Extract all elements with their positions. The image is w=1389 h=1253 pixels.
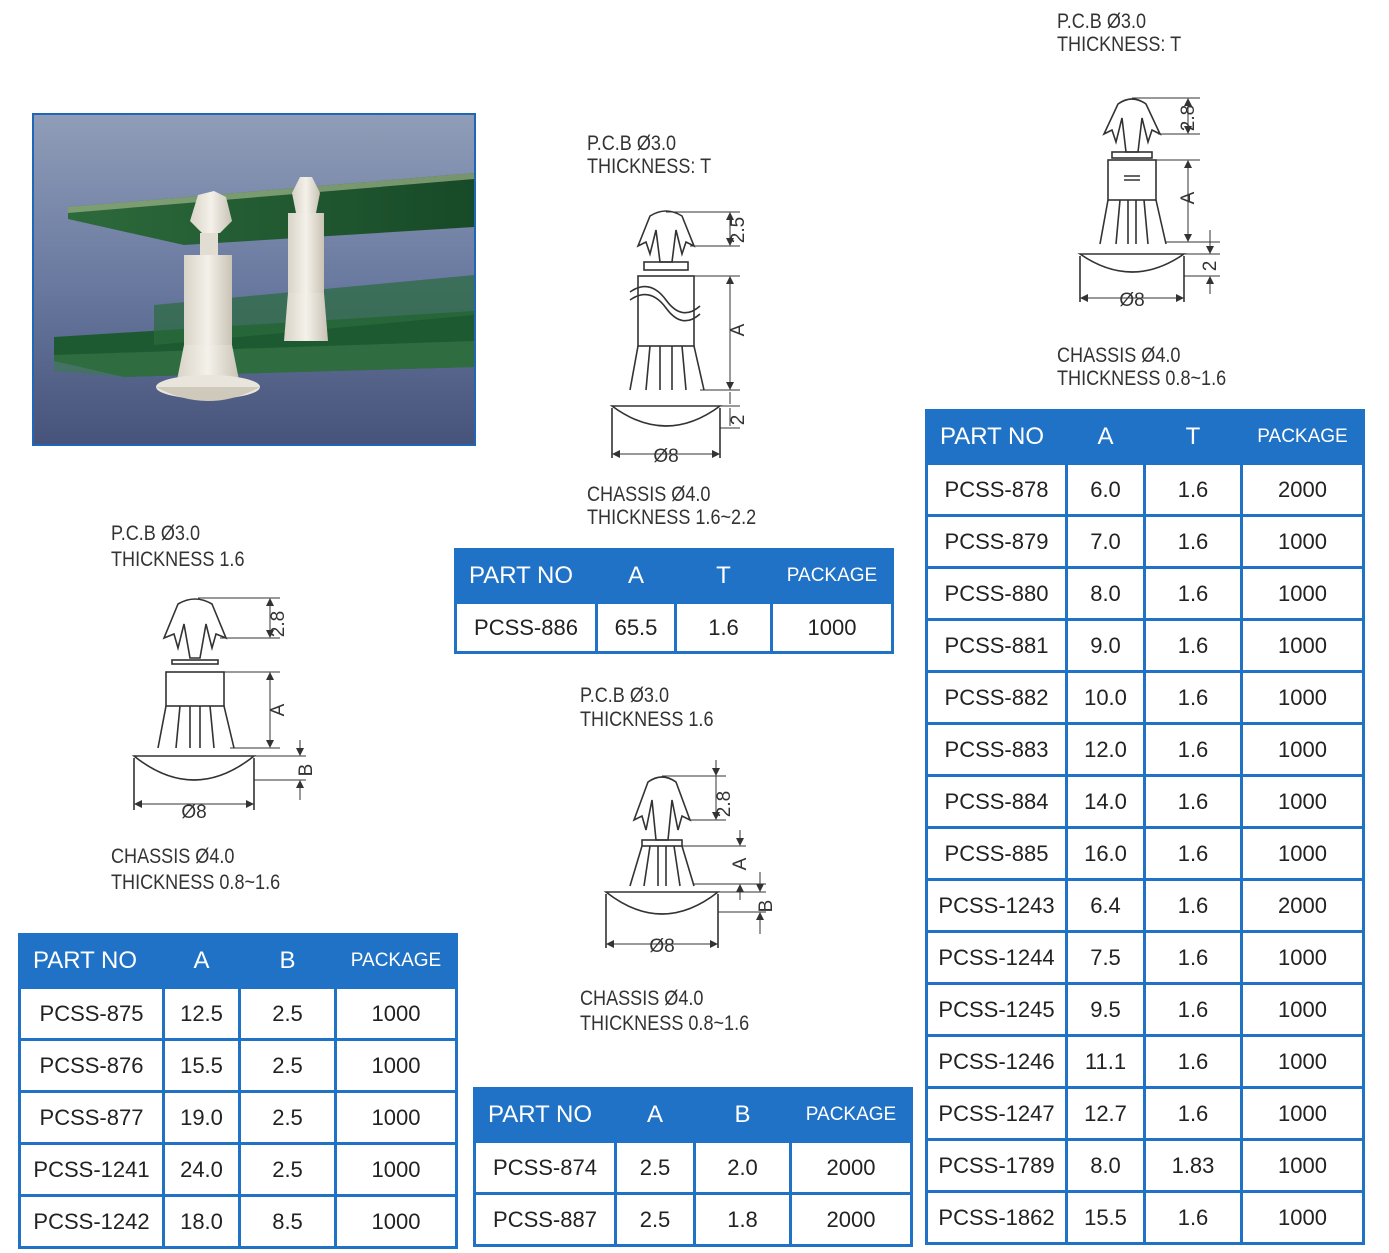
cell-a: 15.5: [1067, 1192, 1145, 1244]
diagram-d-dim-a: A: [1178, 191, 1199, 205]
header-b: B: [695, 1089, 791, 1142]
header-a: A: [616, 1089, 695, 1142]
cell-a: 7.5: [1067, 932, 1145, 984]
cell-package: 1000: [336, 1196, 457, 1248]
diagram-d-drawing: [1070, 90, 1240, 315]
cell-a: 9.5: [1067, 984, 1145, 1036]
diagram-a-pcb-label: P.C.B Ø3.0: [111, 522, 201, 545]
cell-package: 1000: [1242, 620, 1364, 672]
header-a: A: [164, 935, 240, 988]
cell-package: 1000: [1242, 1192, 1364, 1244]
cell-package: 1000: [336, 1040, 457, 1092]
cell-t: 1.6: [1145, 568, 1242, 620]
diagram-d-dim-dia: Ø8: [1119, 290, 1145, 311]
header-package: PACKAGE: [772, 550, 893, 603]
cell-package: 2000: [791, 1142, 912, 1194]
table-row: [927, 932, 1364, 984]
diagram-a-dim-a: A: [268, 703, 289, 717]
table-header-row: [927, 411, 1364, 464]
cell-t: 1.6: [1145, 880, 1242, 932]
cell-part-no: PCSS-885: [927, 828, 1067, 880]
header-a: A: [597, 550, 676, 603]
cell-package: 1000: [1242, 932, 1364, 984]
spec-table-d: [925, 409, 1365, 1245]
table-row: [927, 568, 1364, 620]
cell-part-no: PCSS-1247: [927, 1088, 1067, 1140]
diagram-b-chassis-thickness: THICKNESS 1.6~2.2: [587, 506, 757, 529]
header-package: PACKAGE: [1242, 411, 1364, 464]
cell-package: 1000: [336, 1144, 457, 1196]
table-row: [927, 1140, 1364, 1192]
cell-a: 8.0: [1067, 1140, 1145, 1192]
cell-t: 1.6: [1145, 1036, 1242, 1088]
diagram-d-chassis-label: CHASSIS Ø4.0: [1057, 344, 1181, 367]
cell-t: 1.6: [1145, 724, 1242, 776]
table-row: [475, 1142, 912, 1194]
cell-b: 1.8: [695, 1194, 791, 1246]
table-row: [927, 620, 1364, 672]
cell-part-no: PCSS-879: [927, 516, 1067, 568]
cell-part-no: PCSS-880: [927, 568, 1067, 620]
header-part-no: PART NO: [475, 1089, 616, 1142]
product-photo: [32, 113, 476, 446]
diagram-d-pcb-thickness: THICKNESS: T: [1057, 33, 1182, 56]
table-row: [20, 1092, 457, 1144]
cell-part-no: PCSS-882: [927, 672, 1067, 724]
diagram-b-dim-b: 2: [728, 414, 749, 426]
diagram-b-pcb-thickness: THICKNESS: T: [587, 155, 712, 178]
cell-a: 16.0: [1067, 828, 1145, 880]
diagram-a-chassis-label: CHASSIS Ø4.0: [111, 845, 235, 868]
cell-b: 2.5: [240, 1144, 336, 1196]
cell-package: 2000: [791, 1194, 912, 1246]
cell-t: 1.6: [1145, 984, 1242, 1036]
cell-a: 11.1: [1067, 1036, 1145, 1088]
cell-a: 12.5: [164, 988, 240, 1040]
table-row: [927, 1192, 1364, 1244]
diagram-b-chassis-label: CHASSIS Ø4.0: [587, 483, 711, 506]
table-row: [20, 1196, 457, 1248]
cell-t: 1.6: [676, 603, 772, 653]
spec-table-b: [454, 548, 894, 654]
table-row: [927, 828, 1364, 880]
cell-package: 1000: [1242, 724, 1364, 776]
diagram-a-dim-b: B: [296, 763, 317, 777]
cell-b: 2.5: [240, 988, 336, 1040]
table-row: [927, 1036, 1364, 1088]
cell-a: 12.7: [1067, 1088, 1145, 1140]
cell-t: 1.6: [1145, 672, 1242, 724]
cell-part-no: PCSS-1245: [927, 984, 1067, 1036]
header-b: B: [240, 935, 336, 988]
cell-a: 19.0: [164, 1092, 240, 1144]
cell-package: 1000: [1242, 672, 1364, 724]
diagram-c-pcb-thickness: THICKNESS 1.6: [580, 708, 714, 731]
diagram-a-dim-dia: Ø8: [181, 802, 207, 823]
table-row: [20, 988, 457, 1040]
photo-illustration: [34, 115, 474, 444]
cell-b: 2.5: [240, 1092, 336, 1144]
cell-package: 1000: [1242, 984, 1364, 1036]
diagram-d-chassis-thickness: THICKNESS 0.8~1.6: [1057, 367, 1227, 390]
cell-a: 6.0: [1067, 464, 1145, 516]
cell-a: 2.5: [616, 1194, 695, 1246]
cell-a: 2.5: [616, 1142, 695, 1194]
diagram-c-dim-dia: Ø8: [649, 936, 675, 957]
cell-part-no: PCSS-1244: [927, 932, 1067, 984]
diagram-b-drawing: [600, 200, 770, 470]
cell-t: 1.6: [1145, 1192, 1242, 1244]
cell-t: 1.6: [1145, 620, 1242, 672]
diagram-b-dim-dia: Ø8: [653, 446, 679, 467]
cell-t: 1.6: [1145, 828, 1242, 880]
diagram-c-dim-a: A: [730, 857, 751, 871]
cell-part-no: PCSS-886: [456, 603, 597, 653]
table-row: [456, 603, 893, 653]
cell-a: 18.0: [164, 1196, 240, 1248]
cell-t: 1.6: [1145, 1088, 1242, 1140]
cell-a: 15.5: [164, 1040, 240, 1092]
table-row: [927, 984, 1364, 1036]
diagram-a-dim-top: 2.8: [268, 610, 289, 638]
cell-t: 1.83: [1145, 1140, 1242, 1192]
cell-b: 2.0: [695, 1142, 791, 1194]
table-row: [927, 516, 1364, 568]
cell-a: 6.4: [1067, 880, 1145, 932]
cell-a: 12.0: [1067, 724, 1145, 776]
table-row: [927, 1088, 1364, 1140]
cell-t: 1.6: [1145, 776, 1242, 828]
cell-t: 1.6: [1145, 464, 1242, 516]
header-part-no: PART NO: [456, 550, 597, 603]
cell-b: 2.5: [240, 1040, 336, 1092]
diagram-c-chassis-thickness: THICKNESS 0.8~1.6: [580, 1012, 750, 1035]
diagram-c-dim-top: 2.8: [714, 790, 735, 818]
cell-a: 9.0: [1067, 620, 1145, 672]
diagram-d-pcb-label: P.C.B Ø3.0: [1057, 10, 1147, 33]
cell-a: 24.0: [164, 1144, 240, 1196]
cell-part-no: PCSS-1241: [20, 1144, 164, 1196]
diagram-a-chassis-thickness: THICKNESS 0.8~1.6: [111, 871, 281, 894]
cell-t: 1.6: [1145, 932, 1242, 984]
table-header-row: [456, 550, 893, 603]
table-row: [927, 880, 1364, 932]
cell-part-no: PCSS-876: [20, 1040, 164, 1092]
table-header-row: [475, 1089, 912, 1142]
cell-a: 14.0: [1067, 776, 1145, 828]
cell-a: 65.5: [597, 603, 676, 653]
header-part-no: PART NO: [20, 935, 164, 988]
cell-part-no: PCSS-887: [475, 1194, 616, 1246]
header-package: PACKAGE: [791, 1089, 912, 1142]
spec-table-c: [473, 1087, 913, 1247]
header-package: PACKAGE: [336, 935, 457, 988]
diagram-d-dim-top: 2.8: [1178, 104, 1199, 132]
cell-a: 7.0: [1067, 516, 1145, 568]
cell-part-no: PCSS-1242: [20, 1196, 164, 1248]
cell-package: 1000: [336, 1092, 457, 1144]
diagram-b-dim-a: A: [728, 323, 749, 337]
cell-part-no: PCSS-1789: [927, 1140, 1067, 1192]
diagram-a-pcb-thickness: THICKNESS 1.6: [111, 548, 245, 571]
diagram-d-dim-b: 2: [1200, 260, 1221, 272]
cell-part-no: PCSS-877: [20, 1092, 164, 1144]
cell-b: 8.5: [240, 1196, 336, 1248]
cell-part-no: PCSS-884: [927, 776, 1067, 828]
cell-package: 2000: [1242, 880, 1364, 932]
header-t: T: [676, 550, 772, 603]
diagram-b-pcb-label: P.C.B Ø3.0: [587, 132, 677, 155]
cell-part-no: PCSS-878: [927, 464, 1067, 516]
cell-package: 1000: [1242, 1088, 1364, 1140]
table-row: [20, 1040, 457, 1092]
cell-package: 2000: [1242, 464, 1364, 516]
diagram-c-dim-b: B: [756, 899, 777, 913]
header-part-no: PART NO: [927, 411, 1067, 464]
diagram-c-chassis-label: CHASSIS Ø4.0: [580, 987, 704, 1010]
table-row: [927, 724, 1364, 776]
cell-package: 1000: [336, 988, 457, 1040]
cell-package: 1000: [1242, 1036, 1364, 1088]
table-row: [20, 1144, 457, 1196]
cell-package: 1000: [1242, 828, 1364, 880]
cell-a: 8.0: [1067, 568, 1145, 620]
cell-part-no: PCSS-1246: [927, 1036, 1067, 1088]
table-row: [927, 672, 1364, 724]
cell-t: 1.6: [1145, 516, 1242, 568]
table-header-row: [20, 935, 457, 988]
cell-package: 1000: [1242, 568, 1364, 620]
cell-part-no: PCSS-1862: [927, 1192, 1067, 1244]
diagram-c-pcb-label: P.C.B Ø3.0: [580, 684, 670, 707]
diagram-c-drawing: [596, 760, 786, 960]
table-row: [927, 776, 1364, 828]
cell-part-no: PCSS-875: [20, 988, 164, 1040]
cell-package: 1000: [1242, 776, 1364, 828]
cell-package: 1000: [1242, 516, 1364, 568]
header-a: A: [1067, 411, 1145, 464]
table-row: [475, 1194, 912, 1246]
cell-part-no: PCSS-883: [927, 724, 1067, 776]
cell-a: 10.0: [1067, 672, 1145, 724]
cell-part-no: PCSS-1243: [927, 880, 1067, 932]
header-t: T: [1145, 411, 1242, 464]
diagram-b-dim-top: 2.5: [728, 216, 749, 244]
cell-part-no: PCSS-881: [927, 620, 1067, 672]
cell-part-no: PCSS-874: [475, 1142, 616, 1194]
diagram-a-drawing: [120, 590, 320, 830]
table-row: [927, 464, 1364, 516]
cell-package: 1000: [772, 603, 893, 653]
spec-table-a: [18, 933, 458, 1249]
cell-package: 1000: [1242, 1140, 1364, 1192]
